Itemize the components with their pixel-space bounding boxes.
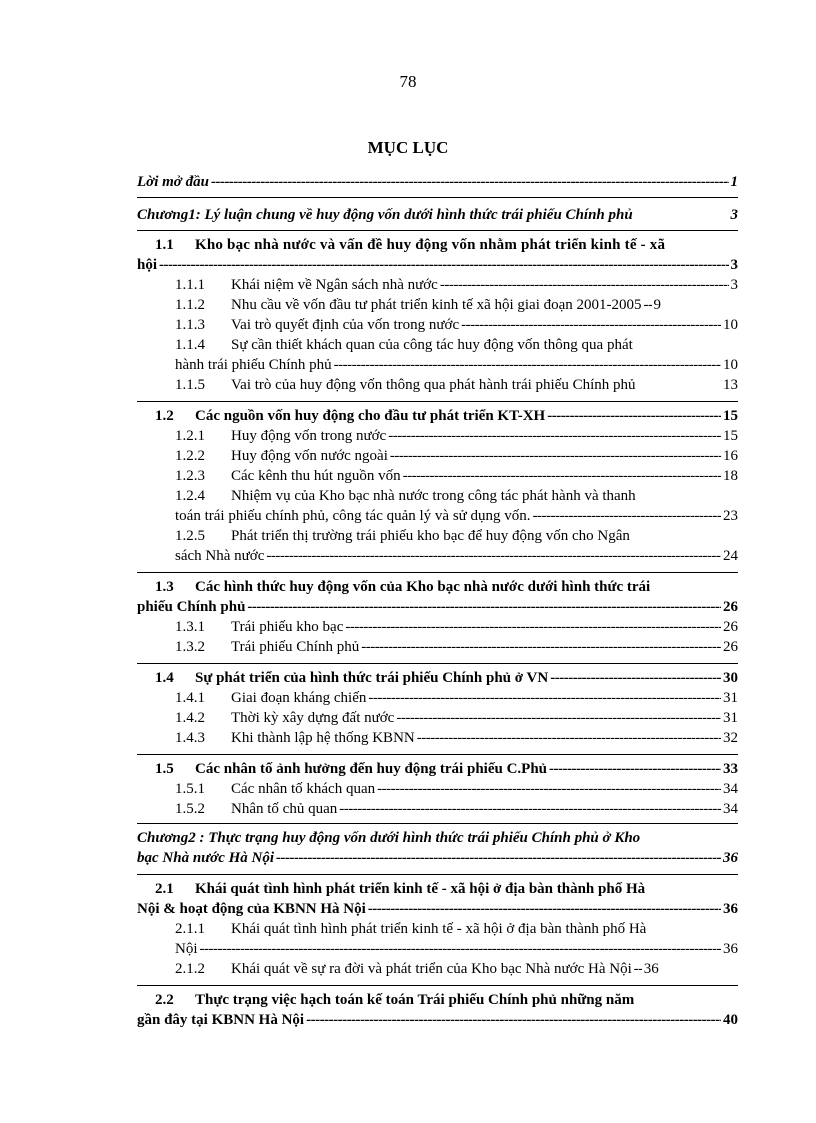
entry-text: Các nhân tố khách quan — [231, 781, 376, 797]
entry-text: Trái phiếu kho bạc — [231, 619, 344, 635]
dot-leader — [417, 728, 721, 748]
entry-text: Giai đoạn kháng chiến — [231, 690, 367, 706]
dot-leader — [377, 779, 721, 799]
entry-number: 1.2.2 — [175, 448, 205, 464]
dot-leader — [547, 406, 721, 426]
dot-leader — [396, 708, 721, 728]
entry-page: 31 — [723, 710, 738, 726]
entry-number: 1.1.1 — [175, 277, 205, 293]
entry-page: 15 — [723, 428, 738, 444]
entry-text-line1: Khái quát tình hình phát triển kinh tế - xã hội ở địa bàn thành phố Hà — [195, 881, 646, 897]
entry-page: 31 — [723, 690, 738, 706]
entry-page: 33 — [723, 761, 738, 777]
entry-number: 1.2.5 — [175, 528, 205, 544]
entry-text: Khái quát về sự ra đời và phát triển của Kho bạc Nhà nước Hà Nội — [231, 961, 632, 977]
dot-leader — [390, 446, 721, 466]
dot-leader — [276, 848, 721, 868]
toc-entry-chapter-1[interactable] — [137, 197, 738, 225]
entry-text: Các nguồn vốn huy động cho đầu tư phát triển KT-XH — [195, 408, 546, 424]
entry-number: 1.4.1 — [175, 690, 205, 706]
entry-number: 1.3 — [155, 579, 174, 595]
entry-text-line2: phiếu Chính phủ — [137, 599, 246, 615]
entry-text: Khi thành lập hệ thống KBNN — [231, 730, 415, 746]
toc-subsection-1-4-1[interactable] — [137, 688, 738, 708]
entry-page: 10 — [723, 317, 738, 333]
dot-leader — [334, 355, 721, 375]
dot-leader — [634, 959, 642, 979]
table-of-contents — [137, 172, 738, 1030]
entry-text: Thời kỳ xây dựng đất nước — [231, 710, 395, 726]
entry-text-line1: Nhiệm vụ của Kho bạc nhà nước trong công tác phát hành và thanh — [231, 488, 636, 504]
dot-leader — [266, 546, 721, 566]
entry-page: 26 — [723, 619, 738, 635]
toc-subsection-1-4-3[interactable] — [137, 728, 738, 748]
toc-subsection-1-2-1[interactable] — [137, 426, 738, 446]
entry-text: Các kênh thu hút nguồn vốn — [231, 468, 401, 484]
entry-page: 26 — [723, 639, 738, 655]
dot-leader — [461, 315, 721, 335]
toc-section-2-2[interactable] — [137, 985, 738, 1030]
entry-page: 32 — [723, 730, 738, 746]
entry-text: Nhu cầu về vốn đầu tư phát triển kinh tế xã hội giai đoạn 2001-2005 — [231, 297, 642, 313]
toc-subsection-1-3-1[interactable] — [137, 617, 738, 637]
dot-leader — [345, 617, 721, 637]
dot-leader — [440, 275, 729, 295]
entry-number: 1.1 — [155, 237, 174, 253]
toc-title: MỤC LỤC — [367, 138, 449, 157]
entry-text-line2: toán trái phiếu chính phủ, công tác quản lý và sử dụng vốn. — [175, 508, 531, 524]
entry-number: 1.1.5 — [175, 377, 205, 393]
entry-number: 1.2.4 — [175, 488, 205, 504]
dot-leader — [388, 426, 721, 446]
toc-subsection-1-2-5[interactable] — [137, 526, 738, 566]
entry-number: 1.1.3 — [175, 317, 205, 333]
dot-leader — [247, 597, 721, 617]
dot-leader — [211, 172, 729, 192]
dot-leader — [159, 255, 728, 275]
entry-text-line2: sách Nhà nước — [175, 548, 265, 564]
entry-text: Trái phiếu Chính phủ — [231, 639, 360, 655]
entry-page: 10 — [723, 357, 738, 373]
toc-subsection-1-2-2[interactable] — [137, 446, 738, 466]
entry-number: 1.3.2 — [175, 639, 205, 655]
entry-number: 1.2.1 — [175, 428, 205, 444]
entry-number: 2.1 — [155, 881, 174, 897]
toc-subsection-1-2-4[interactable] — [137, 486, 738, 526]
entry-text-line2: gần đây tại KBNN Hà Nội — [137, 1012, 305, 1028]
entry-text-line1: Chương2 : Thực trạng huy động vốn dưới hình thức trái phiếu Chính phủ ở Kho — [137, 830, 641, 846]
entry-page: 34 — [723, 801, 738, 817]
entry-text-line1: Phát triển thị trường trái phiếu kho bạc để huy động vốn cho Ngân — [231, 528, 630, 544]
page-number: 78 — [399, 72, 417, 91]
dot-leader — [533, 506, 721, 526]
entry-page: 36 — [723, 941, 738, 957]
entry-page: 15 — [723, 408, 738, 424]
toc-entry-chapter-2[interactable] — [137, 823, 738, 868]
toc-section-1-1[interactable] — [137, 230, 738, 275]
toc-section-1-3[interactable] — [137, 572, 738, 617]
dot-leader — [368, 899, 721, 919]
entry-number: 2.1.2 — [175, 961, 205, 977]
entry-text-line1: Sự cần thiết khách quan của công tác huy động vốn thông qua phát — [231, 337, 633, 353]
toc-subsection-1-1-2[interactable] — [137, 295, 738, 315]
entry-page: 3 — [730, 207, 738, 223]
dot-leader — [200, 939, 722, 959]
entry-number: 2.2 — [155, 992, 174, 1008]
entry-text-line2: Nội & hoạt động của KBNN Hà Nội — [137, 901, 366, 917]
dot-leader — [549, 759, 721, 779]
toc-subsection-1-1-5[interactable] — [137, 375, 738, 395]
entry-number: 1.4.3 — [175, 730, 205, 746]
toc-subsection-1-5-2[interactable] — [137, 799, 738, 819]
toc-subsection-1-3-2[interactable] — [137, 637, 738, 657]
entry-page: 23 — [723, 508, 738, 524]
entry-text: Chương1: Lý luận chung về huy động vốn dưới hình thức trái phiếu Chính phủ — [137, 207, 633, 223]
entry-number: 1.5 — [155, 761, 174, 777]
toc-subsection-2-1-2[interactable] — [137, 959, 738, 979]
entry-page: 36 — [723, 850, 738, 866]
toc-section-1-2[interactable] — [137, 401, 738, 426]
entry-text: Các nhân tố ảnh hưởng đến huy động trái phiếu C.Phủ — [195, 761, 548, 777]
entry-page: 24 — [723, 548, 738, 564]
entry-text-line1: Các hình thức huy động vốn của Kho bạc nhà nước dưới hình thức trái — [195, 579, 651, 595]
entry-text: Huy động vốn trong nước — [231, 428, 387, 444]
entry-text: Nhân tố chủ quan — [231, 801, 338, 817]
toc-section-2-1[interactable] — [137, 874, 738, 919]
entry-page: 36 — [723, 901, 738, 917]
entry-number: 1.5.1 — [175, 781, 205, 797]
entry-page: 13 — [723, 377, 738, 393]
entry-text-line1: Thực trạng việc hạch toán kế toán Trái phiếu Chính phủ những năm — [195, 992, 635, 1008]
toc-subsection-1-1-4[interactable] — [137, 335, 738, 375]
toc-subsection-1-2-3[interactable] — [137, 466, 738, 486]
entry-number: 1.1.2 — [175, 297, 205, 313]
dot-leader — [403, 466, 721, 486]
toc-subsection-1-5-1[interactable] — [137, 779, 738, 799]
entry-page: 3 — [730, 277, 738, 293]
entry-number: 1.4.2 — [175, 710, 205, 726]
dot-leader — [339, 799, 721, 819]
entry-text: Khái niệm về Ngân sách nhà nước — [231, 277, 438, 293]
dot-leader — [550, 668, 721, 688]
entry-number: 1.4 — [155, 670, 174, 686]
toc-section-1-4[interactable] — [137, 663, 738, 688]
dot-leader — [306, 1010, 721, 1030]
toc-subsection-1-4-2[interactable] — [137, 708, 738, 728]
entry-page: 36 — [643, 961, 659, 977]
entry-number: 1.5.2 — [175, 801, 205, 817]
entry-text-line2: hành trái phiếu Chính phủ — [175, 357, 332, 373]
entry-page: 1 — [730, 174, 738, 190]
toc-subsection-2-1-1[interactable] — [137, 919, 738, 959]
toc-section-1-5[interactable] — [137, 754, 738, 779]
entry-page: 34 — [723, 781, 738, 797]
dot-leader — [368, 688, 721, 708]
toc-subsection-1-1-1[interactable] — [137, 275, 738, 295]
entry-text: Lời mở đầu — [137, 174, 209, 190]
entry-text: Sự phát triển của hình thức trái phiếu Chính phủ ở VN — [195, 670, 549, 686]
entry-number: 2.1.1 — [175, 921, 205, 937]
entry-number: 1.2 — [155, 408, 174, 424]
entry-page: 30 — [723, 670, 738, 686]
entry-number: 1.3.1 — [175, 619, 205, 635]
entry-text-line2: bạc Nhà nước Hà Nội — [137, 850, 275, 866]
toc-entry-intro[interactable] — [137, 172, 738, 192]
toc-subsection-1-1-3[interactable] — [137, 315, 738, 335]
entry-page: 40 — [723, 1012, 738, 1028]
entry-page: 18 — [723, 468, 738, 484]
dot-leader — [644, 295, 652, 315]
entry-text: Vai trò quyết định của vốn trong nước — [231, 317, 460, 333]
entry-number: 1.1.4 — [175, 337, 205, 353]
entry-page: 16 — [723, 448, 738, 464]
entry-page: 9 — [653, 297, 662, 313]
entry-number: 1.2.3 — [175, 468, 205, 484]
entry-text-line1: Kho bạc nhà nước và vấn đề huy động vốn nhằm phát triển kinh tế - xã — [195, 237, 666, 253]
entry-text-line2: Nội — [175, 941, 198, 957]
entry-text: Vai trò của huy động vốn thông qua phát hành trái phiếu Chính phủ — [231, 377, 636, 393]
dot-leader — [361, 637, 721, 657]
entry-text-line1: Khái quát tình hình phát triển kinh tế - xã hội ở địa bàn thành phố Hà — [231, 921, 647, 937]
entry-page: 26 — [723, 599, 738, 615]
entry-text-line2: hội — [137, 257, 158, 273]
entry-text: Huy động vốn nước ngoài — [231, 448, 388, 464]
entry-page: 3 — [730, 257, 738, 273]
